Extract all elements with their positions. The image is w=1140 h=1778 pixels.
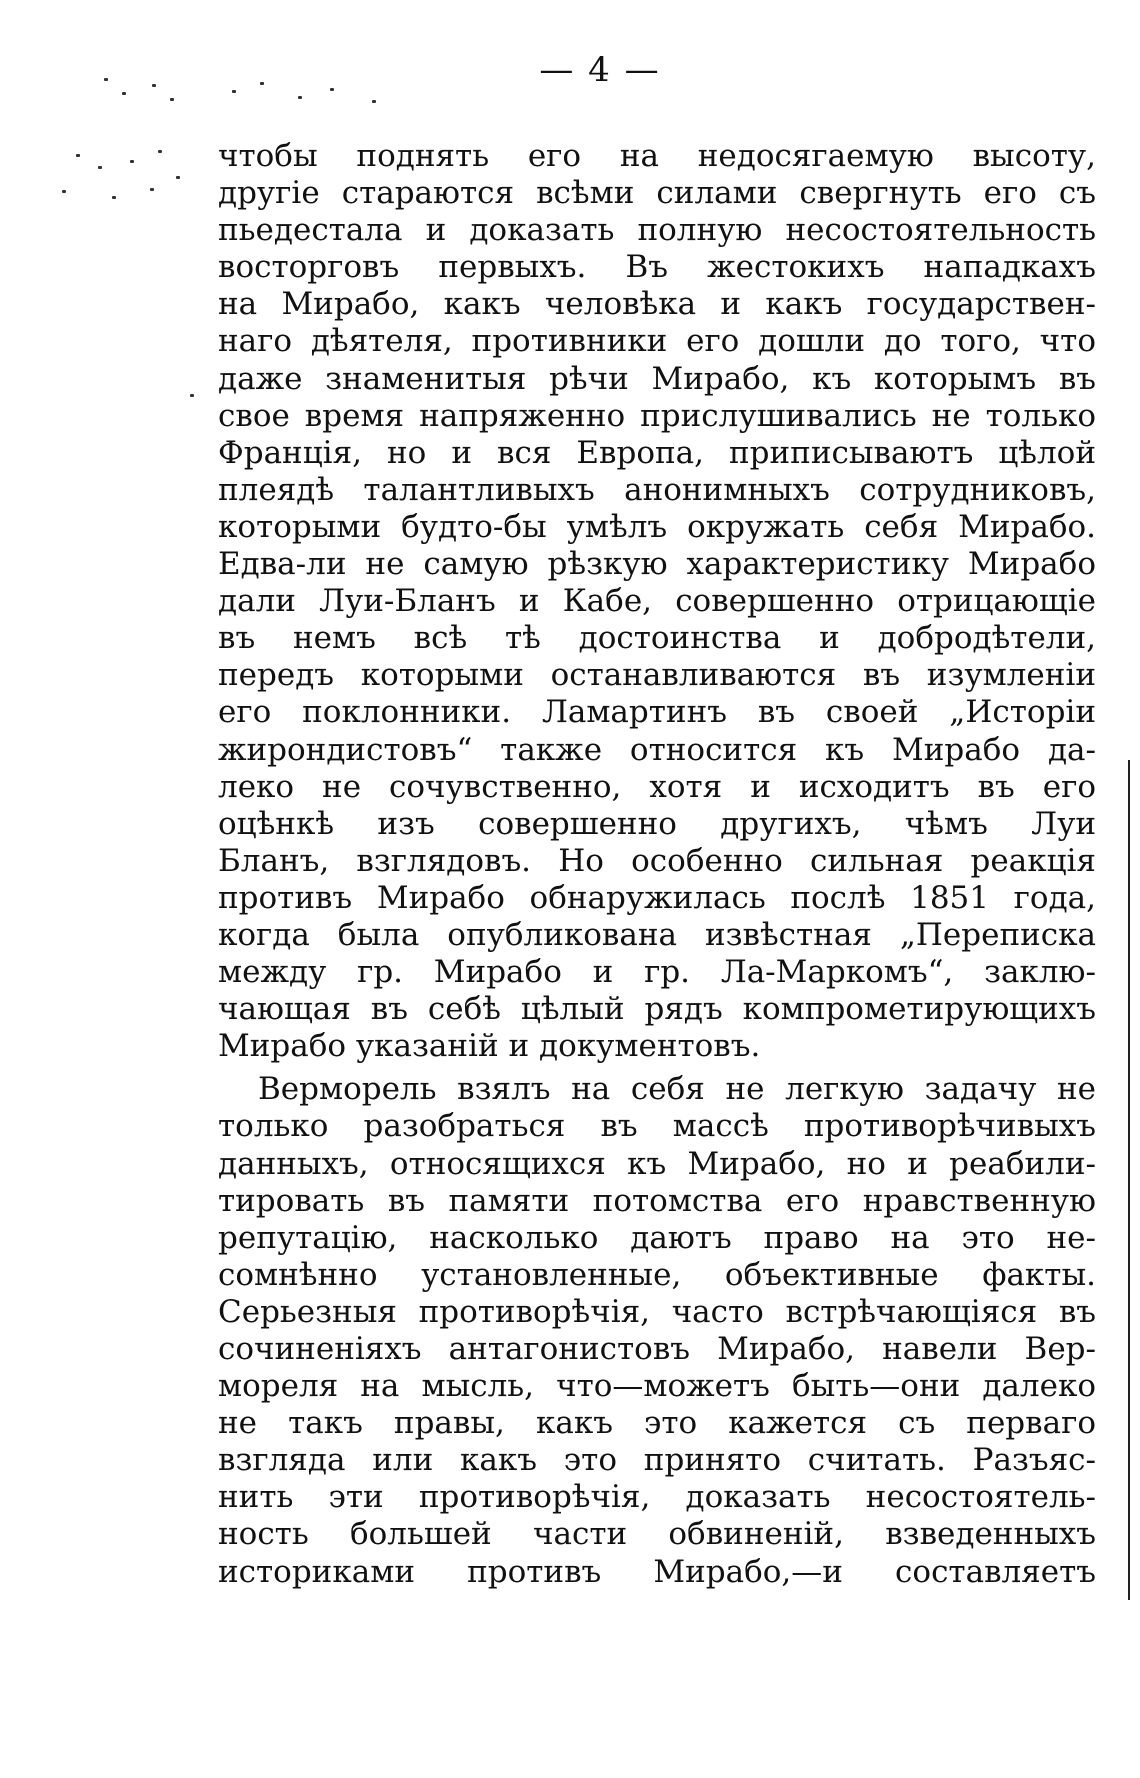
- margin-rule: [1128, 760, 1130, 1600]
- text-line: другіе стараются всѣми силами свергнуть его съ: [218, 175, 1096, 212]
- text-line: сомнѣнно установленные, объективные факты.: [218, 1256, 1096, 1293]
- text-line: свое время напряженно прислушивались не только: [218, 397, 1096, 434]
- text-line: чающая въ себѣ цѣлый рядъ компрометирующихъ: [218, 991, 1096, 1028]
- text-line: не такъ правы, какъ это кажется съ перваго: [218, 1405, 1096, 1442]
- text-line: которыми будто-бы умѣлъ окружать себя Мирабо.: [218, 508, 1096, 545]
- text-line: между гр. Мирабо и гр. Ла-Маркомъ“, заклю-: [218, 954, 1096, 991]
- text-line: въ немъ всѣ тѣ достоинства и добродѣтели,: [218, 620, 1096, 657]
- text-line: Бланъ, взглядовъ. Но особенно сильная реакція: [218, 842, 1096, 879]
- text-line: плеядѣ талантливыхъ анонимныхъ сотрудниковъ,: [218, 471, 1096, 508]
- text-line: его поклонники. Ламартинъ въ своей „Исторіи: [218, 694, 1096, 731]
- text-line: Франція, но и вся Европа, приписываютъ цѣлой: [218, 434, 1096, 471]
- body-text: [218, 138, 1096, 1591]
- text-line: тировать въ памяти потомства его нравственную: [218, 1182, 1096, 1219]
- text-line: репутацію, насколько даютъ право на это не-: [218, 1219, 1096, 1256]
- text-line: когда была опубликована извѣстная „Переписка: [218, 916, 1096, 953]
- text-line: ность большей части обвиненій, взведенныхъ: [218, 1516, 1096, 1553]
- text-line: на Мирабо, какъ человѣка и какъ государствен-: [218, 286, 1096, 323]
- text-line: нить эти противорѣчія, доказать несостоятель-: [218, 1479, 1096, 1516]
- text-line: оцѣнкѣ изъ совершенно другихъ, чѣмъ Луи: [218, 805, 1096, 842]
- text-line: историками противъ Мирабо,—и составляетъ: [218, 1553, 1096, 1590]
- text-line: Едва-ли не самую рѣзкую характеристику Мирабо: [218, 546, 1096, 583]
- paragraph-2: [218, 1071, 1096, 1590]
- text-line: чтобы поднять его на недосягаемую высоту,: [218, 138, 1096, 174]
- text-line: передъ которыми останавливаются въ изумленіи: [218, 657, 1096, 694]
- text-line: дали Луи-Бланъ и Кабе, совершенно отрицающіе: [218, 583, 1096, 620]
- text-line: мореля на мысль, что—можетъ быть—они далеко: [218, 1368, 1096, 1405]
- paragraph-1: [218, 138, 1096, 1065]
- text-line: леко не сочувственно, хотя и исходитъ въ его: [218, 768, 1096, 805]
- page-number: — 4 —: [539, 50, 661, 90]
- text-line: только разобраться въ массѣ противорѣчивыхъ: [218, 1108, 1096, 1145]
- text-line: наго дѣятеля, противники его дошли до того, что: [218, 323, 1096, 360]
- text-line: восторговъ первыхъ. Въ жестокихъ нападкахъ: [218, 249, 1096, 286]
- text-line: пьедестала и доказать полную несостоятельность: [218, 212, 1096, 249]
- text-line: Серьезныя противорѣчія, часто встрѣчающіяся въ: [218, 1293, 1096, 1330]
- text-line: противъ Мирабо обнаружилась послѣ 1851 года,: [218, 879, 1096, 916]
- text-line: сочиненіяхъ антагонистовъ Мирабо, навели Вер-: [218, 1331, 1096, 1367]
- text-line: Верморель взялъ на себя не легкую задачу не: [258, 1071, 1096, 1108]
- text-line: даже знаменитыя рѣчи Мирабо, къ которымъ въ: [218, 360, 1096, 397]
- text-line: данныхъ, относящихся къ Мирабо, но и реабили-: [218, 1145, 1096, 1182]
- text-line: жирондистовъ“ также относится къ Мирабо да-: [218, 731, 1096, 768]
- text-line: Мирабо указаній и документовъ.: [218, 1028, 761, 1065]
- text-line: взгляда или какъ это принято считать. Разъяс-: [218, 1442, 1096, 1479]
